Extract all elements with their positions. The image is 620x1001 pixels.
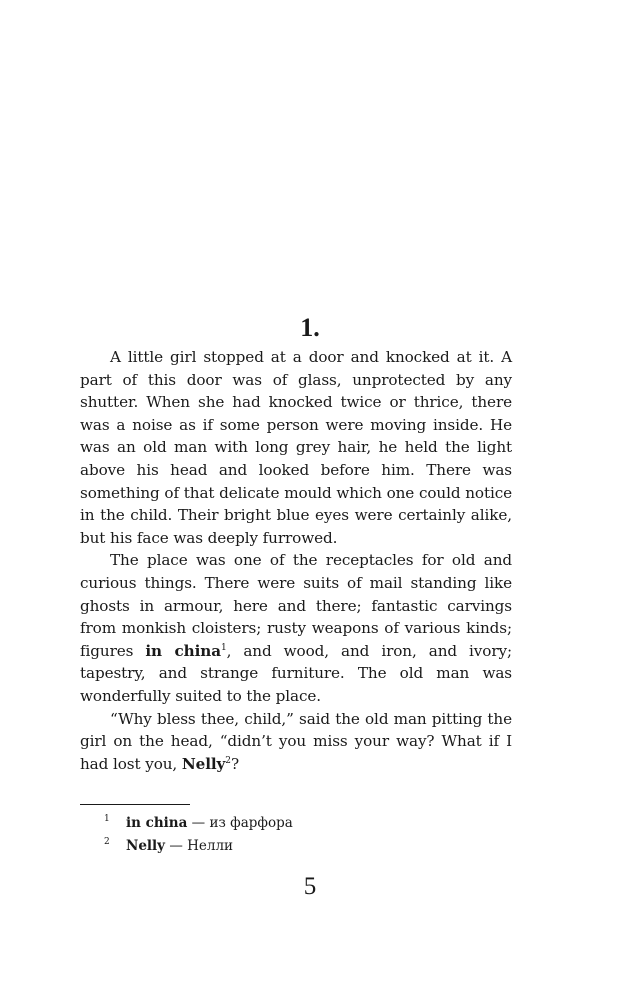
glossed-term-nelly: Nelly — [181, 754, 226, 773]
page-number: 5 — [303, 873, 317, 900]
text-segment: ? — [230, 754, 239, 773]
text-segment: , and wood, and iron, and ivory; tapestry, and strange furniture. The old man was wonderfully suited to the place. — [80, 641, 512, 705]
footnote-dash: — — [169, 838, 183, 854]
footnote-translation: Нелли — [187, 838, 234, 854]
footnote-term: Nelly — [126, 838, 166, 854]
body-text — [80, 346, 512, 775]
footnote-dash: — — [191, 815, 206, 831]
paragraph-3 — [80, 708, 512, 776]
text-segment: “Why bless thee, child,” said the old man pitting the girl on the head, “didn’t you miss your way? What if I had lost you, — [80, 709, 512, 773]
footnote-mark: 2 — [104, 837, 110, 847]
text-segment: The place was one of the receptacles for old and curious things. There were suits of mail standing like ghosts in armour, here and there; fantastic carvings from monkish cloisters; rusty weapons of various kinds; figures — [80, 551, 512, 660]
glossed-term-in-china: in china — [145, 641, 221, 660]
footnote-2 — [104, 835, 504, 858]
text-segment: A little girl stopped at a door and knocked at it. A part of this door was of glass, unprotected by any shutter. When she had knocked twice or thrice, there was a noise as if some person were moving inside. He was an old man with long grey hair, he held the light above his head and looked before him. There was something of that delicate mould which one could notice in the child. Their bright blue eyes were certainly alike, but his face was deeply furrowed. — [80, 348, 512, 547]
footnote-term: in china — [126, 815, 188, 831]
paragraph-1 — [80, 346, 512, 549]
footnote-translation: из фарфора — [209, 815, 293, 831]
footnote-1 — [104, 812, 504, 835]
footnote-reference-2: 2 — [225, 755, 231, 766]
footnote-separator — [80, 804, 190, 805]
footnote-reference-1: 1 — [220, 642, 227, 653]
footnote-mark: 1 — [104, 814, 110, 824]
chapter-number: 1. — [300, 313, 320, 342]
paragraph-2 — [80, 549, 512, 707]
footnotes — [104, 812, 504, 858]
